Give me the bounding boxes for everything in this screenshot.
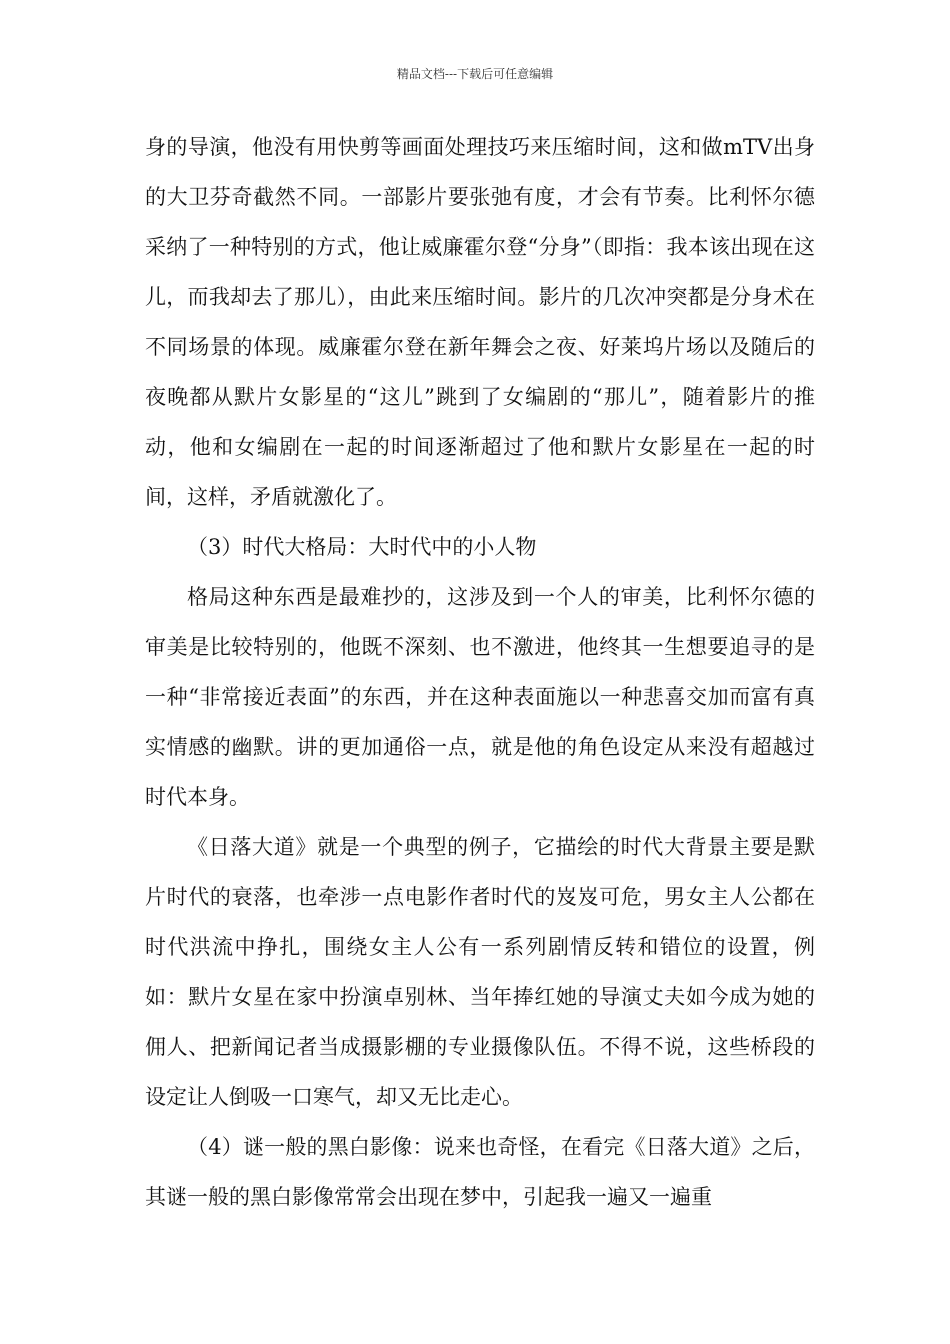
paragraph-pattern: 格局这种东西是最难抄的，这涉及到一个人的审美，比利怀尔德的审美是比较特别的，他既不深刻、也不激进，他终其一生想要追寻的是一种“非常接近表面”的东西，并在这种表面施以一种悲喜交加而富有真实情感的幽默。讲的更加通俗一点，就是他的角色设定从来没有超越过时代本身。	[145, 585, 815, 809]
paragraph-continued: 身的导演，他没有用快剪等画面处理技巧来压缩时间，这和做mTV出身的大卫芬奇截然不同。一部影片要张弛有度，才会有节奏。比利怀尔德采纳了一种特别的方式，他让威廉霍尔登“分身”（即指：我本该出现在这儿，而我却去了那儿），由此来压缩时间。影片的几次冲突都是分身术在不同场景的体现。威廉霍尔登在新年舞会之夜、好莱坞片场以及随后的夜晚都从默片女影星的“这儿”跳到了女编剧的“那儿”，随着影片的推动，他和女编剧在一起的时间逐渐超过了他和默片女影星在一起的时间，这样，矛盾就激化了。	[145, 135, 815, 509]
document-body	[145, 122, 815, 1222]
paragraph-sunset-boulevard: 《日落大道》就是一个典型的例子，它描绘的时代大背景主要是默片时代的衰落，也牵涉一点电影作者时代的岌岌可危，男女主人公都在时代洪流中挣扎，围绕女主人公有一系列剧情反转和错位的设置，例如：默片女星在家中扮演卓别林、当年捧红她的导演丈夫如今成为她的佣人、把新闻记者当成摄影棚的专业摄像队伍。不得不说，这些桥段的设定让人倒吸一口寒气，却又无比走心。	[145, 835, 815, 1109]
section-heading-4: （4）谜一般的黑白影像：说来也奇怪，在看完《日落大道》之后，其谜一般的黑白影像常常会出现在梦中，引起我一遍又一遍重	[145, 1135, 815, 1209]
page-header: 精品文档---下载后可任意编辑	[396, 67, 554, 81]
section-heading-3: （3）时代大格局：大时代中的小人物	[187, 535, 537, 559]
